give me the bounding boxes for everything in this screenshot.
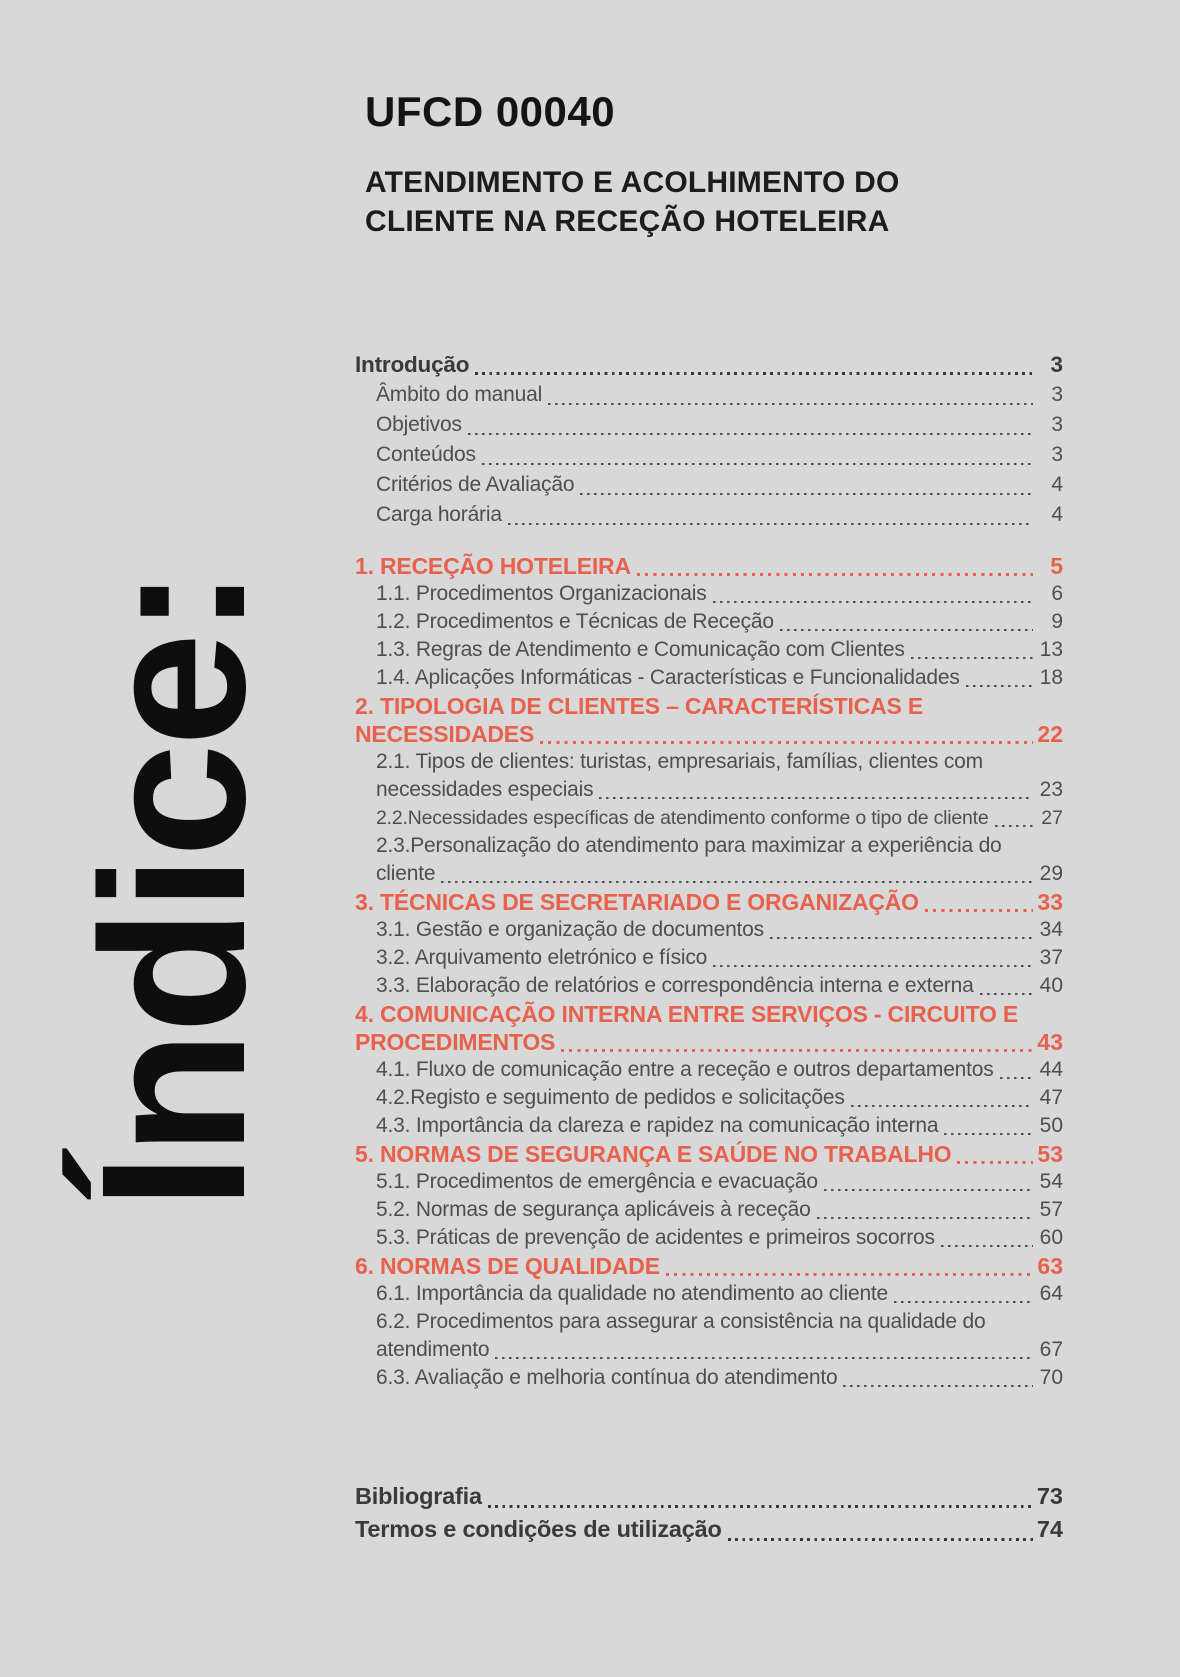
toc-entry-row (376, 1224, 1063, 1252)
toc-entry-row (376, 1280, 1063, 1308)
toc-entry (355, 832, 1063, 888)
toc-leader-dots (495, 1357, 1033, 1360)
table-of-contents (355, 350, 1063, 1546)
toc-entry (355, 1000, 1063, 1056)
toc-entry-label: 6.1. Importância da qualidade no atendimento ao cliente (376, 1282, 889, 1305)
toc-entry-label: cliente (376, 862, 436, 885)
toc-page-number: 53 (1037, 1141, 1063, 1167)
toc-entry-label: PROCEDIMENTOS (355, 1029, 556, 1055)
toc-leader-dots (980, 993, 1033, 996)
toc-entry-label: 5. NORMAS DE SEGURANÇA E SAÚDE NO TRABALHO (355, 1141, 952, 1167)
toc-entry (355, 888, 1063, 916)
toc-page-number: 73 (1036, 1483, 1063, 1509)
toc-entry-label: necessidades especiais (376, 778, 594, 801)
toc-entry (355, 664, 1063, 692)
toc-entry-row (376, 944, 1063, 972)
toc-leader-dots (995, 825, 1033, 828)
toc-entry (355, 380, 1063, 410)
toc-page-number: 40 (1039, 974, 1063, 997)
toc-leader-dots (1000, 1077, 1033, 1080)
toc-leader-dots (468, 433, 1033, 436)
toc-leader-dots (713, 601, 1033, 604)
toc-entry-label: 3.1. Gestão e organização de documentos (376, 918, 764, 941)
toc-entry-label: Carga horária (376, 503, 502, 526)
toc-page-number: 37 (1039, 946, 1063, 969)
toc-page-number: 23 (1039, 778, 1063, 801)
toc-entry-row (376, 470, 1063, 500)
toc-entry-label: 4.1. Fluxo de comunicação entre a receção e outros departamentos (376, 1058, 994, 1081)
title-block (365, 88, 1005, 241)
toc-leader-dots (599, 797, 1033, 800)
toc-page-number: 3 (1050, 352, 1063, 377)
toc-entry-label: Conteúdos (376, 443, 476, 466)
toc-entry-label: 4.3. Importância da clareza e rapidez na comunicação interna (376, 1114, 939, 1137)
toc-entry-row (355, 552, 1063, 580)
toc-entry (355, 972, 1063, 1000)
toc-entry (355, 1364, 1063, 1392)
toc-group-intro (355, 350, 1063, 530)
toc-leader-dots (548, 403, 1033, 406)
toc-page-number: 22 (1037, 721, 1063, 747)
toc-entry-label: 6. NORMAS DE QUALIDADE (355, 1253, 660, 1279)
toc-page-number: 47 (1039, 1086, 1063, 1109)
toc-leader-dots (851, 1105, 1033, 1108)
toc-leader-dots (540, 741, 1033, 744)
toc-entry (355, 410, 1063, 440)
toc-entry-label: 3.3. Elaboração de relatórios e correspondência interna e externa (376, 974, 974, 997)
toc-entry-row (376, 1056, 1063, 1084)
toc-page-number: 44 (1039, 1058, 1063, 1081)
toc-entry (355, 552, 1063, 580)
toc-page-number: 50 (1039, 1114, 1063, 1137)
toc-entry (355, 608, 1063, 636)
toc-entry-label: Bibliografia (355, 1483, 482, 1509)
toc-page-number: 63 (1037, 1253, 1063, 1279)
toc-page-number: 74 (1036, 1516, 1063, 1542)
toc-entry-row (355, 1252, 1063, 1280)
toc-entry-text: 4. COMUNICAÇÃO INTERNA ENTRE SERVIÇOS - CIRCUITO E (355, 1001, 1019, 1027)
toc-entry-label: 2.2.Necessidades específicas de atendimento conforme o tipo de cliente (376, 807, 989, 829)
toc-entry-label: 4.2.Registo e seguimento de pedidos e solicitações (376, 1086, 845, 1109)
toc-entry (355, 470, 1063, 500)
toc-leader-dots (894, 1301, 1033, 1304)
toc-page-number: 54 (1039, 1170, 1063, 1193)
toc-entry-label: 5.3. Práticas de prevenção de acidentes e primeiros socorros (376, 1226, 935, 1249)
toc-page-number: 29 (1039, 862, 1063, 885)
toc-leader-dots (488, 1505, 1033, 1508)
toc-entry (355, 1252, 1063, 1280)
toc-entry-label: 1.1. Procedimentos Organizacionais (376, 582, 707, 605)
toc-entry (355, 1513, 1063, 1546)
toc-entry-text: 2.3.Personalização do atendimento para maximizar a experiência do (376, 834, 1002, 857)
toc-entry-label: 6.3. Avaliação e melhoria contínua do atendimento (376, 1366, 838, 1389)
toc-leader-dots (728, 1538, 1033, 1541)
toc-leader-dots (911, 657, 1033, 660)
toc-leader-dots (957, 1161, 1033, 1164)
toc-entry (355, 350, 1063, 380)
toc-entry-row (355, 1028, 1063, 1056)
toc-group-footer (355, 1480, 1063, 1546)
toc-entry-label: 3. TÉCNICAS DE SECRETARIADO E ORGANIZAÇÃO (355, 889, 919, 915)
toc-entry-row (376, 916, 1063, 944)
toc-entry-row (376, 1112, 1063, 1140)
toc-leader-dots (713, 965, 1033, 968)
toc-entry-label: Critérios de Avaliação (376, 473, 575, 496)
toc-entry-row (376, 1196, 1063, 1224)
toc-page-number: 5 (1050, 553, 1063, 579)
toc-entry-row (376, 1336, 1063, 1364)
toc-entry-label: 1.2. Procedimentos e Técnicas de Receção (376, 610, 774, 633)
toc-leader-dots (637, 573, 1033, 576)
toc-entry-label: Termos e condições de utilização (355, 1516, 722, 1542)
toc-page-number: 64 (1039, 1282, 1063, 1305)
toc-entry (355, 440, 1063, 470)
toc-entry-label: 1. RECEÇÃO HOTELEIRA (355, 553, 631, 579)
toc-entry-row (376, 1084, 1063, 1112)
toc-page-number: 18 (1039, 666, 1063, 689)
toc-entry-text: 2.1. Tipos de clientes: turistas, empresariais, famílias, clientes com (376, 750, 983, 773)
toc-entry-row (376, 410, 1063, 440)
toc-entry-row (376, 1168, 1063, 1196)
toc-page-number: 9 (1051, 610, 1063, 633)
toc-entry (355, 1112, 1063, 1140)
toc-leader-dots (441, 881, 1033, 884)
toc-entry (355, 1280, 1063, 1308)
toc-entry-label: 3.2. Arquivamento eletrónico e físico (376, 946, 708, 969)
toc-entry (355, 1084, 1063, 1112)
toc-leader-dots (824, 1189, 1033, 1192)
toc-leader-dots (475, 372, 1033, 375)
toc-leader-dots (561, 1049, 1033, 1052)
toc-entry (355, 692, 1063, 748)
toc-entry (355, 1168, 1063, 1196)
toc-entry (355, 1056, 1063, 1084)
toc-entry-row (355, 720, 1063, 748)
toc-entry (355, 916, 1063, 944)
document-subtitle (365, 163, 1005, 241)
toc-leader-dots (966, 685, 1033, 688)
toc-entry-row (355, 888, 1063, 916)
toc-entry (355, 944, 1063, 972)
toc-leader-dots (925, 909, 1033, 912)
toc-page-number: 34 (1039, 918, 1063, 941)
toc-page-number: 3 (1051, 383, 1063, 406)
toc-entry (355, 1196, 1063, 1224)
toc-entry-row (355, 1140, 1063, 1168)
toc-entry-row (355, 1513, 1063, 1546)
toc-entry-row (376, 972, 1063, 1000)
toc-page-number: 4 (1051, 473, 1063, 496)
toc-entry (355, 580, 1063, 608)
toc-leader-dots (666, 1273, 1033, 1276)
toc-entry-row (355, 1480, 1063, 1513)
toc-entry-row (376, 636, 1063, 664)
toc-page-number: 60 (1039, 1226, 1063, 1249)
toc-entry-row (376, 500, 1063, 530)
toc-leader-dots (843, 1385, 1033, 1388)
toc-entry-row (376, 440, 1063, 470)
toc-page-number: 6 (1051, 582, 1063, 605)
toc-leader-dots (780, 629, 1033, 632)
toc-page-number: 4 (1051, 503, 1063, 526)
toc-entry-row (376, 804, 1063, 832)
toc-leader-dots (817, 1217, 1033, 1220)
toc-entry (355, 1308, 1063, 1364)
toc-entry-row (376, 776, 1063, 804)
toc-entry-row (376, 860, 1063, 888)
toc-entry (355, 1224, 1063, 1252)
toc-entry-row (376, 664, 1063, 692)
toc-leader-dots (482, 463, 1033, 466)
toc-page-number: 57 (1039, 1198, 1063, 1221)
toc-page-number: 70 (1039, 1366, 1063, 1389)
toc-leader-dots (508, 523, 1033, 526)
toc-page-number: 27 (1041, 807, 1063, 829)
toc-entry-text: 2. TIPOLOGIA DE CLIENTES – CARACTERÍSTICAS E (355, 693, 923, 719)
index-vertical-label: Índice: (59, 570, 288, 1210)
toc-entry-label: NECESSIDADES (355, 721, 535, 747)
toc-page-number: 3 (1051, 443, 1063, 466)
toc-entry-row (376, 380, 1063, 410)
toc-entry-row (376, 608, 1063, 636)
document-code-title: UFCD 00040 (365, 88, 616, 135)
toc-entry-row (376, 580, 1063, 608)
toc-group-sections (355, 552, 1063, 1392)
toc-entry-text: 6.2. Procedimentos para assegurar a consistência na qualidade do (376, 1310, 986, 1333)
toc-entry (355, 1480, 1063, 1513)
toc-leader-dots (580, 493, 1033, 496)
toc-entry-label: 5.2. Normas de segurança aplicáveis à receção (376, 1198, 811, 1221)
document-subtitle-line2: CLIENTE NA RECEÇÃO HOTELEIRA (365, 205, 890, 238)
toc-entry (355, 748, 1063, 804)
toc-entry-label: Âmbito do manual (376, 383, 543, 406)
toc-entry-label: 1.4. Aplicações Informáticas - Características e Funcionalidades (376, 666, 960, 689)
toc-entry (355, 1140, 1063, 1168)
toc-entry (355, 636, 1063, 664)
toc-page-number: 43 (1037, 1029, 1063, 1055)
toc-entry-label: 1.3. Regras de Atendimento e Comunicação com Clientes (376, 638, 905, 661)
toc-page-number: 33 (1037, 889, 1063, 915)
toc-entry-row (355, 350, 1063, 380)
toc-page-number: 3 (1051, 413, 1063, 436)
document-subtitle-line1: ATENDIMENTO E ACOLHIMENTO DO (365, 166, 900, 199)
toc-entry-label: atendimento (376, 1338, 490, 1361)
toc-leader-dots (770, 937, 1033, 940)
toc-entry (355, 500, 1063, 530)
toc-entry-label: 5.1. Procedimentos de emergência e evacuação (376, 1170, 818, 1193)
toc-leader-dots (941, 1245, 1033, 1248)
toc-page-number: 67 (1039, 1338, 1063, 1361)
toc-entry-label: Introdução (355, 352, 470, 377)
toc-entry-row (376, 1364, 1063, 1392)
toc-entry-label: Objetivos (376, 413, 462, 436)
toc-leader-dots (944, 1133, 1033, 1136)
toc-page-number: 13 (1039, 638, 1063, 661)
toc-entry (355, 804, 1063, 832)
